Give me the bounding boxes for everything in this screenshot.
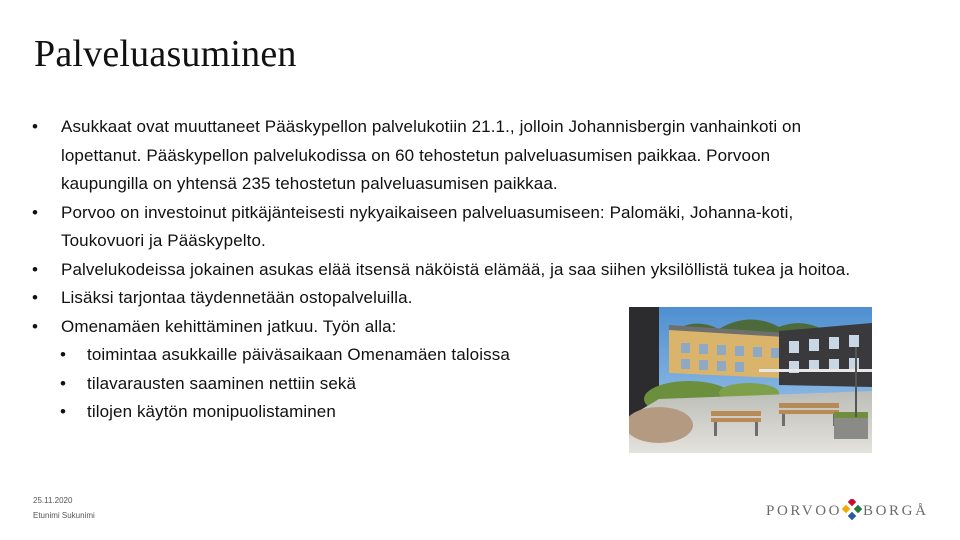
list-item — [32, 113, 892, 199]
list-item — [32, 256, 892, 285]
bullet-text: Porvoo on investoinut pitkäjänteisesti nykyaikaiseen palveluasumiseen: Palomäki, Johanna-koti, Toukovuori ja Pääskypelto. — [61, 202, 794, 250]
bullet-glyph: • — [32, 259, 39, 279]
porvoo-borga-logo — [766, 499, 936, 525]
sub-bullet-text: tilavarausten saaminen nettiin sekä — [87, 373, 357, 393]
slide-title: Palveluasuminen — [34, 33, 297, 75]
bullet-glyph: • — [32, 288, 39, 307]
bullet-glyph: • — [60, 345, 67, 364]
logo-word-borga: BORGÅ — [863, 503, 929, 519]
list-item — [32, 199, 892, 256]
logo-word-porvoo: PORVOO — [766, 503, 843, 519]
logo-mark-icon — [842, 499, 862, 521]
bullet-glyph: • — [32, 117, 39, 136]
building-photo — [629, 307, 872, 453]
footer-date: 25.11.2020 — [33, 496, 73, 505]
sub-bullet-text: tilojen käytön monipuolistaminen — [87, 402, 336, 421]
bullet-text: Lisäksi tarjontaa täydennetään ostopalveluilla. — [61, 288, 413, 307]
bullet-glyph: • — [32, 202, 39, 222]
sub-bullet-text: toimintaa asukkaille päiväsaikaan Omenamäen taloissa — [87, 345, 510, 364]
bullet-text: Omenamäen kehittäminen jatkuu. Työn alla: — [61, 316, 397, 336]
bullet-text: Palvelukodeissa jokainen asukas elää itsensä näköistä elämää, ja saa siihen yksilöllistä tukea ja hoitoa. — [61, 259, 851, 279]
footer-author: Etunimi Sukunimi — [33, 511, 95, 520]
bullet-glyph: • — [32, 316, 39, 336]
bullet-glyph: • — [60, 373, 67, 393]
bullet-glyph: • — [60, 402, 67, 421]
bullet-text: Asukkaat ovat muuttaneet Pääskypellon palvelukotiin 21.1., jolloin Johannisbergin vanhainkoti on lopettanut. Pääskypellon palvelukodissa on 60 tehostetun palveluasumisen paikkaa. Porvoon kaupungilla on yhtensä 235 tehostetun palveluasumisen paikkaa. — [61, 117, 802, 193]
